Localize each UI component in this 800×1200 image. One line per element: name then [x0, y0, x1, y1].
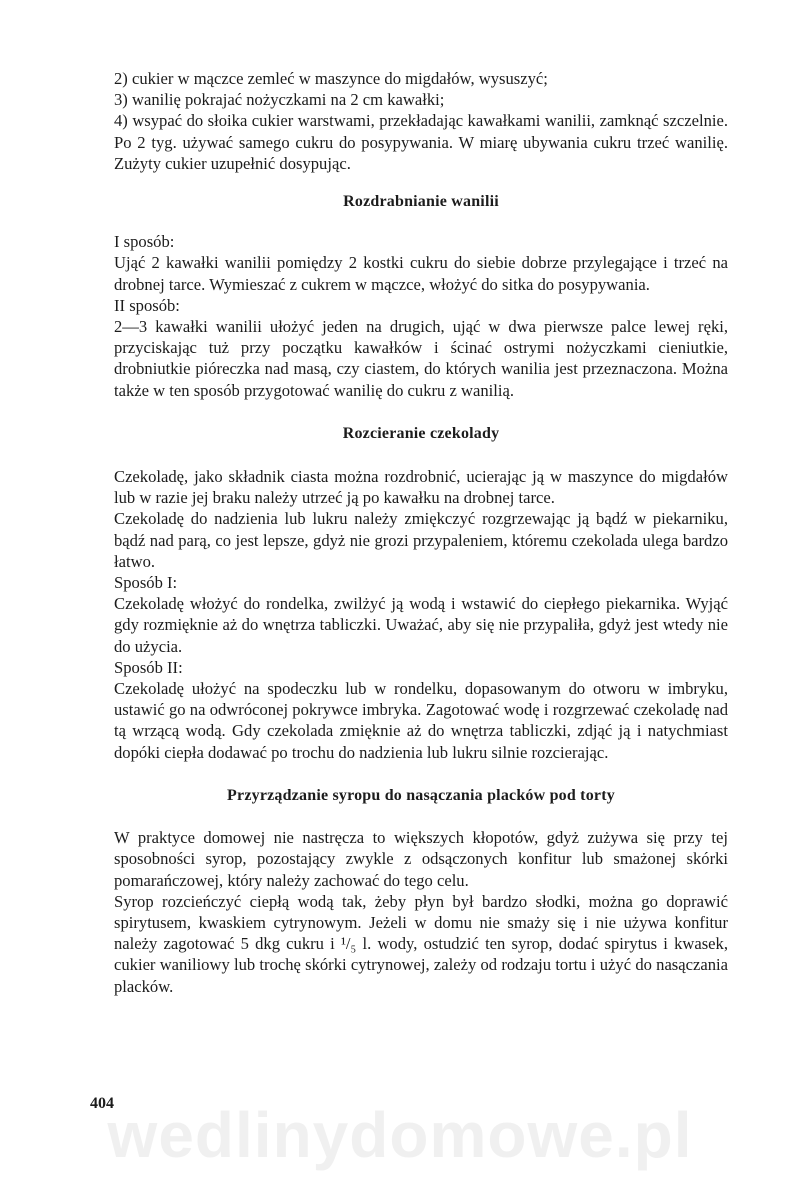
watermark: wedlinydomowe.pl [107, 1099, 693, 1171]
intro-item-3: 3) wanilię pokrajać nożyczkami na 2 cm kawałki; [114, 90, 445, 110]
vanilla-method-2-text: 2—3 kawałki wanilii ułożyć jeden na drugich, ująć w dwa pierwsze palce lewej ręki, przyciskając tuż przy początku kawałków i ścinać ostrymi nożyczkami cieniutkie, drobniutkie pióreczka nad masą, czy ciastem, do których wanilia jest przeznaczona. Można także w ten sposób przygotować wanilię do cukru z wanilią. [114, 317, 728, 400]
chocolate-paragraph-1: Czekoladę, jako składnik ciasta można rozdrobnić, ucierając ją w maszynce do migdałów lub w razie jej braku należy utrzeć ją po kawałku na drobnej tarce. [114, 467, 728, 508]
section-title-vanilla: Rozdrabnianie wanilii [343, 193, 499, 211]
chocolate-paragraph-2: Czekoladę do nadzienia lub lukru należy zmiękczyć rozgrzewając ją bądź w piekarniku, bądź nad parą, co jest lepsze, gdyż nie grozi przypaleniem, któremu czekolada ulega bardzo łatwo. [114, 509, 728, 571]
syrup-paragraph-2: Syrop rozcieńczyć ciepłą wodą tak, żeby płyn był bardzo słodki, można go doprawić spirytusem, kwaskiem cytrynowym. Jeżeli w domu nie smaży się i nie używa konfitur należy zagotować 5 dkg cukru i ¹/₅ l. wody, ostudzić ten syrop, dodać spirytus i kwasek, cukier waniliowy lub trochę skórki cytrynowej, zależy od rodzaju tortu i użyć do nasączania placków. [114, 891, 728, 996]
chocolate-method-2-label: Sposób II: [114, 657, 183, 677]
section-title-chocolate: Rozcieranie czekolady [342, 424, 500, 442]
vanilla-method-2-label: II sposób: [114, 295, 180, 315]
chocolate-method-1-label: Sposób I: [114, 573, 178, 593]
chocolate-method-2-text: Czekoladę ułożyć na spodeczku lub w rondelku, dopasowanym do otworu w imbryku, ustawić go na odwróconej pokrywce imbryka. Zagotować wodę i rozgrzewać czekoladę nad tą wrzącą wodą. Gdy czekolada zmięknie aż do wnętrza tabliczki, zdjąć ją i natychmiast dopóki ciepła dodawać po trochu do nadzienia lub lukru silnie rozcierając. [114, 679, 728, 762]
intro-item-4: 4) wsypać do słoika cukier warstwami, przekładając kawałkami wanilii, zamknąć szczelnie. Po 2 tyg. używać samego cukru do posypywania. W miarę ubywania cukru trzeć wanilię. Zużyty cukier uzupełnić dosypując. [114, 111, 728, 173]
chocolate-method-1-text: Czekoladę włożyć do rondelka, zwilżyć ją wodą i wstawić do ciepłego piekarnika. Wyjąć gdy rozmięknie aż do wnętrza tabliczki. Uważać, aby się nie przypaliła, gdyż jest wtedy nie do użycia. [114, 594, 728, 656]
intro-item-2: 2) cukier w mączce zemleć w maszynce do migdałów, wysuszyć; [114, 69, 548, 88]
page-number: 404 [90, 1095, 114, 1112]
page-body [114, 68, 728, 997]
vanilla-method-1-label: I sposób: [114, 232, 175, 252]
syrup-paragraph-1: W praktyce domowej nie nastręcza to większych kłopotów, gdyż zużywa się przy tej sposobności syrop, pozostający zwykle z odsączonych konfitur lub smażonej skórki pomarańczowej, który należy zachować do tego celu. [114, 828, 728, 890]
section-title-syrup: Przyrządzanie syropu do nasączania placków pod torty [227, 786, 615, 804]
vanilla-method-1-text: Ująć 2 kawałki wanilii pomiędzy 2 kostki cukru do siebie dobrze przylegające i trzeć na drobnej tarce. Wymieszać z cukrem w mączce, włożyć do sitka do posypywania. [114, 253, 728, 294]
